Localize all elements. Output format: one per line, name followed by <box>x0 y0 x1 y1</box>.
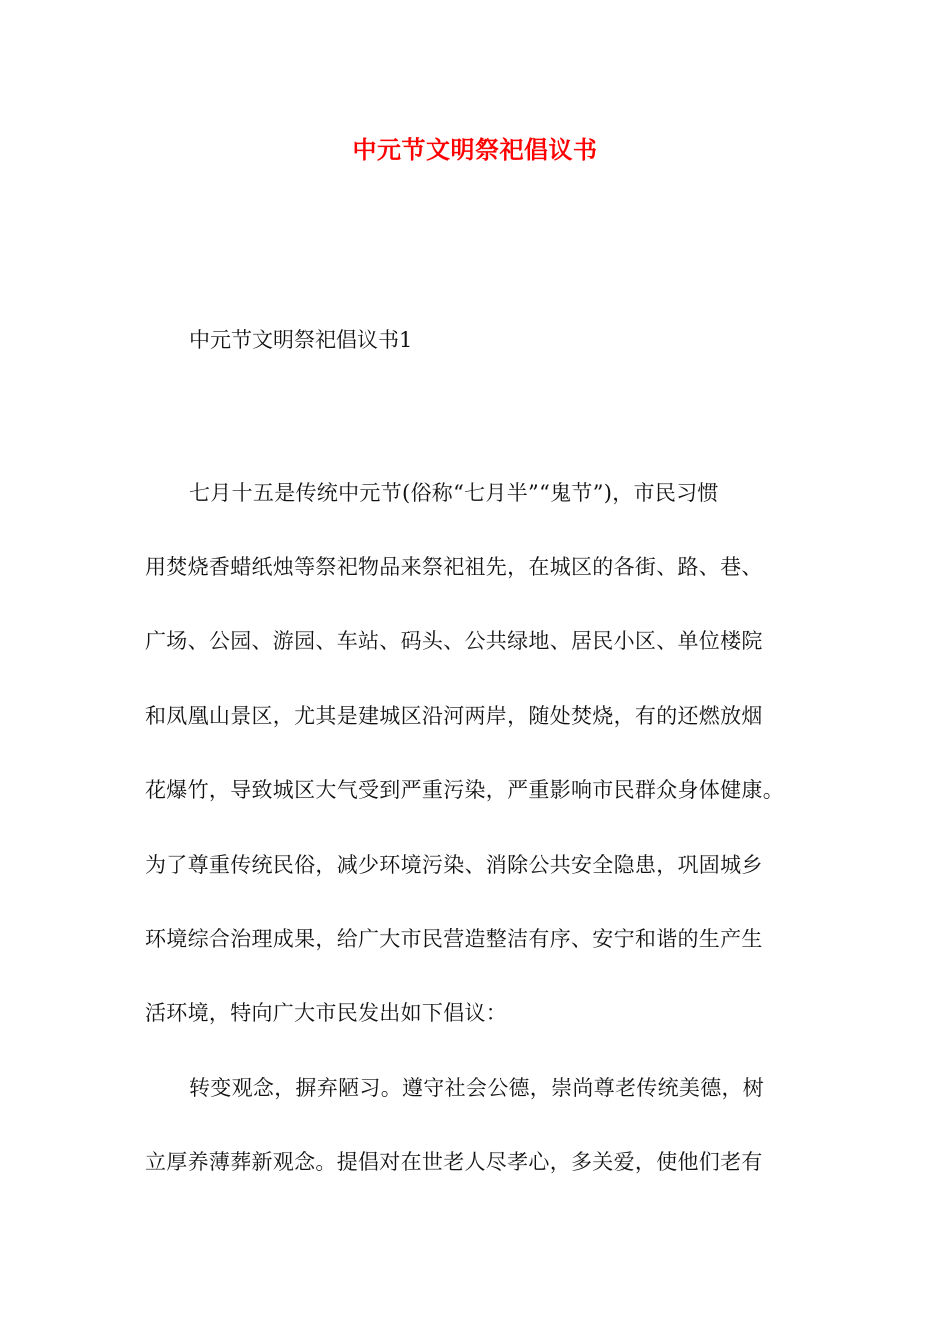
paragraph-line: 活环境，特向广大市民发出如下倡议： <box>145 1001 508 1025</box>
paragraph-line: 七月十五是传统中元节(俗称“七月半”“鬼节”)，市民习惯 <box>189 481 719 505</box>
paragraph-line: 和凤凰山景区，尤其是建城区沿河两岸，随处焚烧，有的还燃放烟 <box>145 704 763 728</box>
paragraph-line: 转变观念，摒弃陋习。遵守社会公德，崇尚尊老传统美德，树 <box>189 1076 765 1100</box>
document-title: 中元节文明祭祀倡议书 <box>352 135 598 164</box>
paragraph-line: 花爆竹，导致城区大气受到严重污染，严重影响市民群众身体健康。 <box>145 778 784 802</box>
section-heading: 中元节文明祭祀倡议书1 <box>189 328 413 352</box>
paragraph-line: 为了尊重传统民俗，减少环境污染、消除公共安全隐患，巩固城乡 <box>145 853 763 877</box>
paragraph-line: 立厚养薄葬新观念。提倡对在世老人尽孝心，多关爱，使他们老有 <box>145 1150 763 1174</box>
paragraph-line: 用焚烧香蜡纸烛等祭祀物品来祭祀祖先，在城区的各街、路、巷、 <box>145 555 763 579</box>
paragraph-line: 广场、公园、游园、车站、码头、公共绿地、居民小区、单位楼院 <box>145 629 763 653</box>
paragraph-line: 环境综合治理成果，给广大市民营造整洁有序、安宁和谐的生产生 <box>145 927 763 951</box>
